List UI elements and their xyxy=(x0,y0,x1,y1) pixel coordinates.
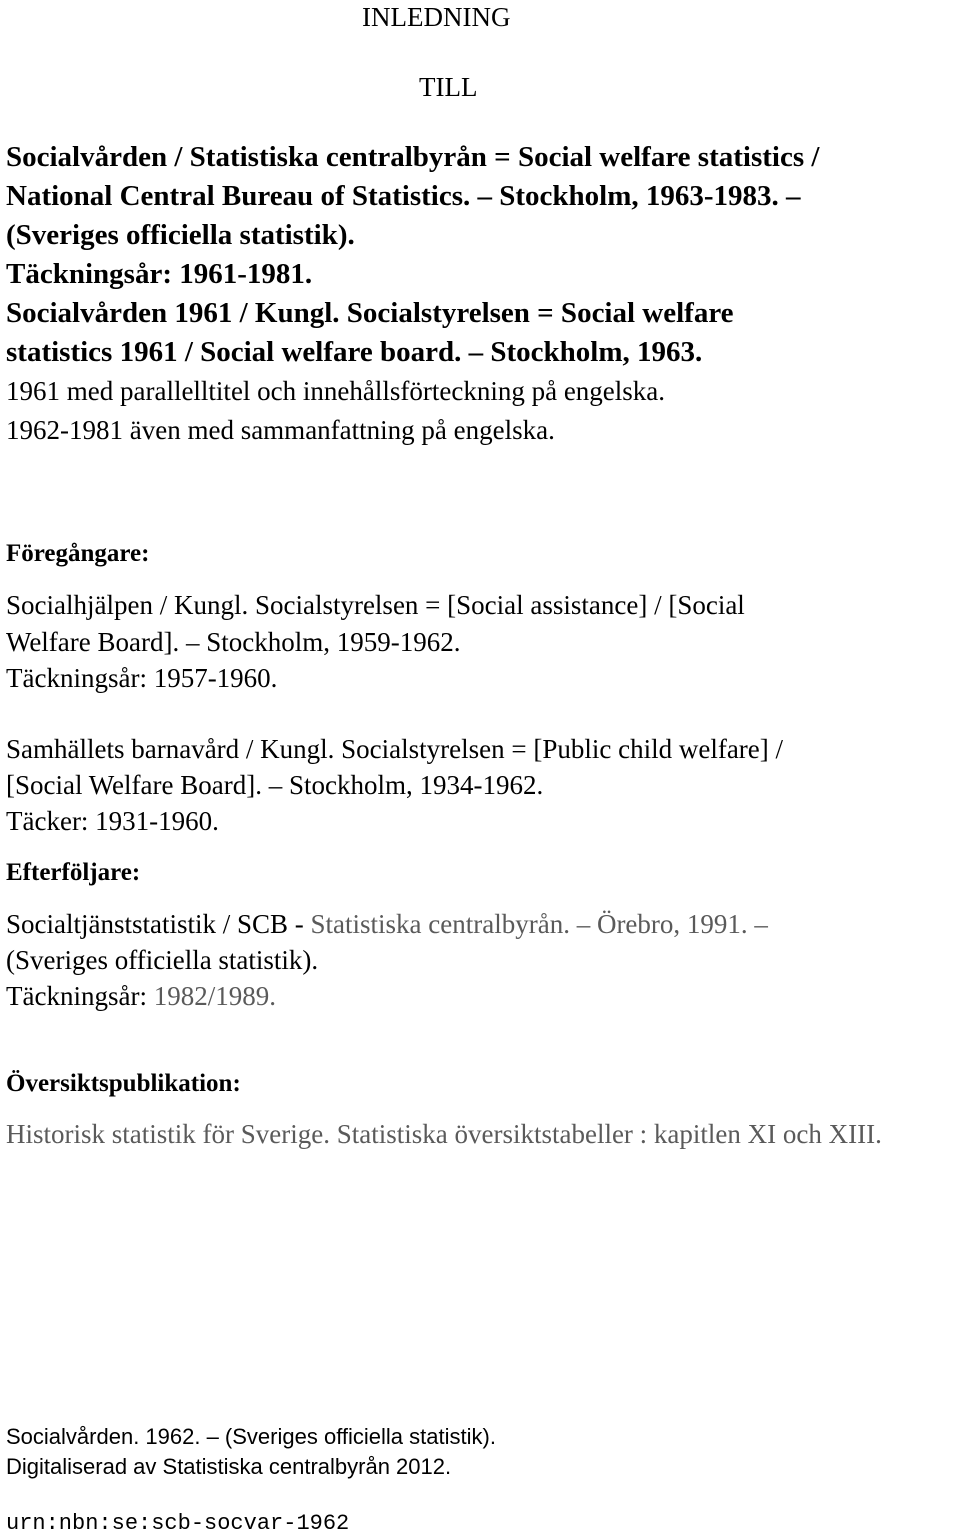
predecessor-1-line-3: Täckningsår: 1957-1960. xyxy=(6,663,278,693)
footer-line-2: Digitaliserad av Statistiska centralbyrån 2012. xyxy=(6,1454,452,1479)
page-subtitle: TILL xyxy=(419,72,478,102)
predecessor-2-line-2: [Social Welfare Board]. – Stockholm, 1934-1962. xyxy=(6,770,544,800)
predecessor-1-line-2: Welfare Board]. – Stockholm, 1959-1962. xyxy=(6,627,461,657)
main-entry-1961-title-a: Socialvården 1961 / Kungl. Socialstyrelsen = Social welfare xyxy=(6,297,734,329)
footer-line-1: Socialvården. 1962. – (Sveriges officiella statistik). xyxy=(6,1424,496,1449)
main-entry-line-2: National Central Bureau of Statistics. – Stockholm, 1963-1983. – xyxy=(6,180,801,212)
main-entry-line-1: Socialvården / Statistiska centralbyrån = Social welfare statistics / xyxy=(6,141,820,173)
successor-line-2: (Sveriges officiella statistik). xyxy=(6,945,319,975)
successor-line-1 xyxy=(6,911,768,938)
successor-line-3 xyxy=(6,983,276,1010)
overview-heading: Översiktspublikation: xyxy=(6,1070,241,1097)
main-entry-note-1: 1961 med parallelltitel och innehållsförteckning på engelska. xyxy=(6,376,666,406)
predecessors-heading: Föregångare: xyxy=(6,540,150,567)
predecessor-1-line-1: Socialhjälpen / Kungl. Socialstyrelsen = [Social assistance] / [Social xyxy=(6,590,745,620)
predecessor-2-line-3: Täcker: 1931-1960. xyxy=(6,806,219,836)
footer-urn: urn:nbn:se:scb-socvar-1962 xyxy=(6,1511,350,1536)
main-entry-line-3: (Sveriges officiella statistik). xyxy=(6,219,355,251)
overview-line: Historisk statistik för Sverige. Statistiska översiktstabeller : kapitlen XI och XIII. xyxy=(6,1119,882,1149)
successor-line-1-a: Socialtjänststatistik / SCB - xyxy=(6,909,311,939)
main-entry-note-2: 1962-1981 även med sammanfattning på engelska. xyxy=(6,415,555,445)
successor-line-1-b: Statistiska centralbyrån. – Örebro, 1991. – xyxy=(310,909,768,939)
main-entry-1961-title-b: statistics 1961 / Social welfare board. – Stockholm, 1963. xyxy=(6,336,703,368)
predecessor-2-line-1: Samhällets barnavård / Kungl. Socialstyrelsen = [Public child welfare] / xyxy=(6,734,784,764)
main-entry-line-4: Täckningsår: 1961-1981. xyxy=(6,258,313,290)
successors-heading: Efterföljare: xyxy=(6,859,141,886)
successor-line-3-b: 1982/1989. xyxy=(153,981,276,1011)
page-title: INLEDNING xyxy=(362,2,511,32)
successor-line-3-a: Täckningsår: xyxy=(6,981,154,1011)
